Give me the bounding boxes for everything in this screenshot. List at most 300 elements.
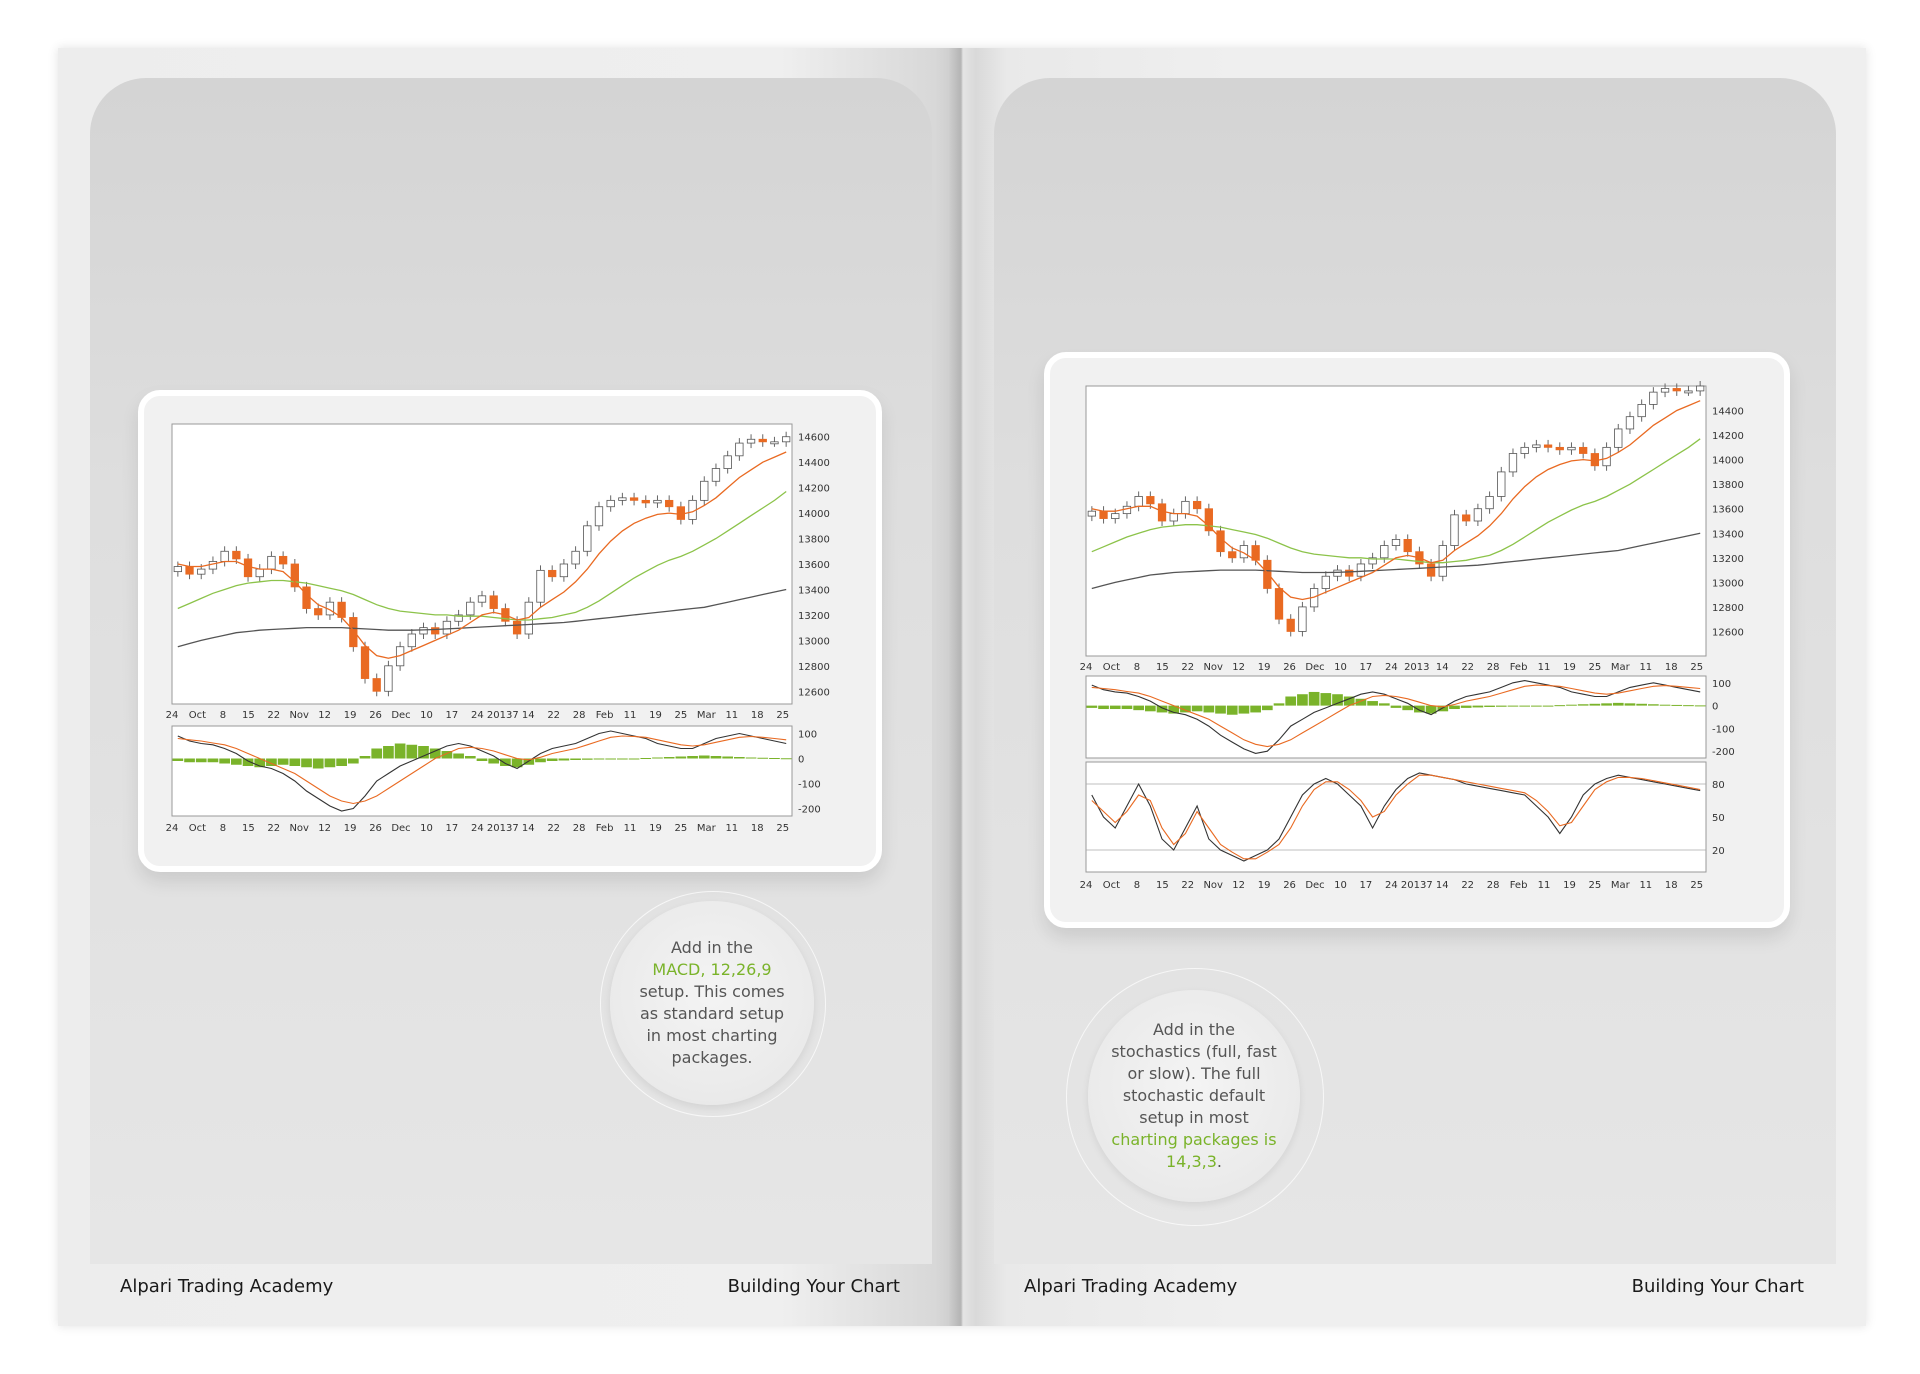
- price-tick-label: 13000: [1712, 578, 1744, 590]
- macd-histogram-bar: [547, 759, 558, 762]
- x-tick-label: 22: [1461, 662, 1475, 673]
- candle: [1088, 511, 1095, 516]
- macd-histogram-bar: [1391, 706, 1402, 708]
- macd-histogram-bar: [570, 759, 581, 761]
- stochastic-x-tick-label: 14: [1435, 880, 1449, 891]
- candle: [560, 564, 567, 577]
- candle: [303, 587, 310, 609]
- macd-tick-label: -200: [798, 804, 821, 816]
- candle: [513, 621, 520, 634]
- candle: [572, 551, 579, 564]
- macd-histogram-bar: [477, 759, 488, 762]
- macd-histogram-bar: [1648, 704, 1659, 705]
- candle: [361, 647, 368, 679]
- price-tick-label: 13600: [1712, 504, 1744, 516]
- macd-histogram-bar: [301, 759, 312, 768]
- candle: [1112, 514, 1119, 519]
- macd-histogram-bar: [313, 759, 324, 769]
- candle: [1533, 445, 1540, 447]
- macd-x-tick-label: 20137: [486, 823, 519, 834]
- candle: [256, 569, 263, 577]
- x-tick-label: 11: [1537, 662, 1551, 673]
- candle: [1486, 496, 1493, 508]
- candle: [584, 526, 591, 551]
- stochastic-x-tick-label: 28: [1486, 880, 1500, 891]
- left-footer-section: Building Your Chart: [727, 1276, 900, 1297]
- candle: [548, 570, 555, 576]
- candle: [1521, 447, 1528, 453]
- x-tick-label: 19: [1563, 662, 1576, 673]
- candle: [1650, 392, 1657, 404]
- macd-histogram-bar: [1239, 706, 1250, 714]
- stochastic-x-tick-label: 25: [1690, 880, 1704, 891]
- macd-histogram-bar: [208, 759, 219, 763]
- macd-tick-label: 0: [798, 754, 805, 766]
- candle: [1147, 496, 1154, 503]
- price-tick-label: 13800: [1712, 480, 1744, 492]
- candle: [1100, 511, 1107, 518]
- macd-histogram-bar: [488, 759, 499, 764]
- x-tick-label: 15: [241, 710, 255, 721]
- candle: [1158, 504, 1165, 521]
- right-callout-before: Add in the stochastics (full, fast or slow). The full stochastic default setup in most: [1111, 1020, 1277, 1127]
- macd-histogram-bar: [1473, 706, 1484, 708]
- macd-histogram-bar: [1320, 693, 1331, 706]
- price-tick-label: 14400: [798, 458, 830, 470]
- stochastic-x-tick-label: 26: [1283, 880, 1296, 891]
- candle: [244, 559, 251, 577]
- macd-histogram-bar: [1110, 706, 1121, 709]
- macd-histogram-bar: [535, 759, 546, 763]
- stochastic-x-tick-label: 18: [1664, 880, 1678, 891]
- macd-histogram-bar: [1484, 706, 1495, 707]
- candle: [1392, 539, 1399, 545]
- macd-histogram-bar: [184, 759, 195, 763]
- macd-x-tick-label: 11: [623, 823, 637, 834]
- candle: [1509, 454, 1516, 472]
- stochastic-x-tick-label: Oct: [1102, 880, 1121, 891]
- macd-x-tick-label: 25: [674, 823, 688, 834]
- candle: [279, 556, 286, 564]
- left-callout-after: setup. This comes as standard setup in most charting packages.: [639, 982, 785, 1067]
- macd-histogram-bar: [676, 757, 687, 759]
- candle: [1626, 417, 1633, 429]
- stochastic-x-tick-label: 22: [1461, 880, 1475, 891]
- stochastic-chart-card: [1044, 352, 1790, 928]
- macd-x-tick-label: 17: [445, 823, 459, 834]
- candle: [1544, 445, 1551, 447]
- macd-histogram-bar: [1683, 705, 1694, 706]
- x-tick-label: 24: [1079, 662, 1093, 673]
- x-tick-label: 22: [1181, 662, 1195, 673]
- candle: [630, 498, 637, 501]
- price-tick-label: 13400: [798, 585, 830, 597]
- x-tick-label: 18: [750, 710, 764, 721]
- macd-histogram-bar: [406, 745, 417, 759]
- x-tick-label: 14: [521, 710, 535, 721]
- candle: [595, 507, 602, 526]
- macd-histogram-bar: [1192, 706, 1203, 712]
- stochastic-x-tick-label: 22: [1181, 880, 1195, 891]
- candle: [186, 567, 193, 575]
- stochastic-x-tick-label: 19: [1563, 880, 1576, 891]
- price-tick-label: 12800: [1712, 602, 1744, 614]
- right-page: [962, 48, 1866, 1326]
- x-tick-label: 26: [1283, 662, 1296, 673]
- x-tick-label: Mar: [1610, 662, 1630, 673]
- macd-histogram-bar: [746, 758, 757, 759]
- right-callout-highlight: charting packages is 14,3,3: [1111, 1130, 1277, 1171]
- price-tick-label: 14600: [798, 432, 830, 444]
- stochastic-x-tick-label: 15: [1155, 880, 1169, 891]
- stochastic-tick-label: 80: [1712, 780, 1725, 791]
- candle: [314, 609, 321, 615]
- macd-histogram-bar: [1285, 697, 1296, 706]
- macd-histogram-bar: [652, 758, 663, 759]
- candle: [1205, 509, 1212, 531]
- price-tick-label: 13200: [798, 610, 830, 622]
- candle: [619, 498, 626, 501]
- candle: [233, 551, 240, 559]
- macd-histogram-bar: [1098, 706, 1109, 709]
- macd-histogram-bar: [1309, 692, 1320, 706]
- right-callout-bubble: [1088, 990, 1300, 1202]
- macd-x-tick-label: Oct: [188, 823, 207, 834]
- stochastic-chart: [1050, 358, 1784, 922]
- macd-chart-card: [138, 390, 882, 872]
- candle: [268, 556, 275, 569]
- x-tick-label: 11: [725, 710, 739, 721]
- candle: [420, 628, 427, 634]
- candle: [1123, 506, 1130, 513]
- x-tick-label: 25: [1690, 662, 1704, 673]
- candle: [1275, 589, 1282, 620]
- stochastic-x-tick-label: Dec: [1305, 880, 1325, 891]
- macd-histogram-bar: [1203, 706, 1214, 713]
- x-tick-label: 12: [1232, 662, 1246, 673]
- macd-tick-label: -200: [1712, 747, 1735, 759]
- x-tick-label: Feb: [1509, 662, 1528, 673]
- macd-histogram-bar: [1625, 703, 1636, 705]
- left-callout-text: [632, 937, 792, 1069]
- x-tick-label: 11: [1639, 662, 1653, 673]
- candle: [607, 500, 614, 506]
- x-tick-label: 20137: [486, 710, 519, 721]
- left-callout-bubble: [610, 901, 814, 1105]
- left-callout-before: Add in the: [671, 938, 753, 957]
- macd-histogram-bar: [360, 756, 371, 759]
- macd-histogram-bar: [1601, 703, 1612, 705]
- macd-histogram-bar: [1402, 706, 1413, 711]
- macd-histogram-bar: [1145, 706, 1156, 712]
- macd-x-tick-label: 19: [343, 823, 357, 834]
- candle: [443, 621, 450, 634]
- price-tick-label: 13600: [798, 560, 830, 571]
- candle: [1404, 539, 1411, 551]
- macd-histogram-bar: [418, 746, 429, 759]
- macd-x-tick-label: 10: [420, 823, 433, 834]
- candle: [1427, 564, 1434, 576]
- macd-histogram-bar: [699, 756, 710, 759]
- macd-histogram-bar: [1543, 706, 1554, 707]
- x-tick-label: 25: [674, 710, 688, 721]
- price-tick-label: 13000: [798, 636, 830, 648]
- macd-panel-frame: [172, 726, 792, 816]
- candle: [1345, 570, 1352, 576]
- macd-histogram-bar: [1590, 704, 1601, 706]
- macd-histogram-bar: [1660, 705, 1671, 706]
- stochastic-x-tick-label: 24: [1384, 880, 1398, 891]
- macd-histogram-bar: [453, 754, 464, 759]
- candle: [1334, 570, 1341, 576]
- stochastic-x-tick-label: 19: [1257, 880, 1271, 891]
- x-tick-label: Feb: [595, 710, 614, 721]
- stochastic-tick-label: 50: [1712, 813, 1725, 824]
- macd-histogram-bar: [1087, 706, 1098, 708]
- stochastic-x-tick-label: Nov: [1203, 880, 1223, 891]
- candle: [1322, 576, 1329, 588]
- x-tick-label: 25: [776, 710, 790, 721]
- macd-x-tick-label: 24: [165, 823, 179, 834]
- price-tick-label: 12600: [1712, 627, 1744, 639]
- macd-histogram-bar: [1671, 705, 1682, 706]
- x-tick-label: Oct: [1102, 662, 1121, 673]
- price-tick-label: 14200: [798, 483, 830, 495]
- x-tick-label: 26: [369, 710, 382, 721]
- x-tick-label: 19: [343, 710, 357, 721]
- x-tick-label: Dec: [1305, 662, 1325, 673]
- macd-x-tick-label: 12: [318, 823, 332, 834]
- right-footer-section: Building Your Chart: [1631, 1276, 1804, 1297]
- macd-histogram-bar: [1297, 694, 1308, 705]
- macd-histogram-bar: [231, 759, 242, 765]
- candle: [1193, 501, 1200, 508]
- stochastic-x-tick-label: 20137: [1400, 880, 1433, 891]
- candle: [1579, 447, 1586, 453]
- macd-x-tick-label: 26: [369, 823, 382, 834]
- candle: [1556, 447, 1563, 449]
- stochastic-x-tick-label: Feb: [1509, 880, 1528, 891]
- candle: [373, 679, 380, 692]
- book-spine: [948, 48, 976, 1326]
- x-tick-label: 8: [219, 710, 227, 721]
- right-callout-text: [1109, 1019, 1279, 1173]
- candle: [1661, 388, 1668, 392]
- price-tick-label: 12800: [798, 661, 830, 673]
- candle: [478, 596, 485, 602]
- candle: [654, 500, 661, 503]
- macd-panel-frame: [1086, 676, 1706, 758]
- stochastic-x-tick-label: 12: [1232, 880, 1246, 891]
- candle: [701, 481, 708, 500]
- macd-histogram-bar: [1508, 706, 1519, 707]
- macd-histogram-bar: [617, 759, 628, 760]
- macd-histogram-bar: [1215, 706, 1226, 714]
- macd-histogram-bar: [1636, 704, 1647, 706]
- candle: [350, 617, 357, 646]
- price-tick-label: 12600: [798, 687, 830, 699]
- price-tick-label: 13200: [1712, 553, 1744, 565]
- stochastic-panel-frame: [1086, 762, 1706, 872]
- macd-histogram-bar: [1250, 706, 1261, 713]
- stochastic-x-tick-label: 11: [1639, 880, 1653, 891]
- macd-x-tick-label: 18: [750, 823, 764, 834]
- candle: [467, 602, 474, 615]
- candle: [1591, 454, 1598, 466]
- price-tick-label: 13400: [1712, 529, 1744, 541]
- x-tick-label: 12: [318, 710, 332, 721]
- macd-histogram-bar: [173, 759, 184, 762]
- candle: [1568, 447, 1575, 449]
- candle: [1451, 515, 1458, 546]
- candle: [174, 567, 181, 572]
- candle: [1673, 388, 1680, 390]
- candle: [291, 564, 298, 587]
- x-tick-label: 24: [1384, 662, 1398, 673]
- x-tick-label: 25: [1588, 662, 1602, 673]
- x-tick-label: 19: [649, 710, 662, 721]
- stochastic-x-tick-label: 17: [1359, 880, 1373, 891]
- macd-histogram-bar: [781, 758, 792, 759]
- x-tick-label: 11: [623, 710, 637, 721]
- macd-chart: [144, 396, 876, 866]
- candle: [677, 507, 684, 520]
- macd-histogram-bar: [1613, 703, 1624, 706]
- price-tick-label: 14200: [1712, 431, 1744, 443]
- macd-histogram-bar: [629, 759, 640, 760]
- macd-histogram-bar: [1566, 705, 1577, 706]
- left-page: [58, 48, 962, 1326]
- macd-tick-label: 0: [1712, 701, 1719, 713]
- candle: [1615, 429, 1622, 447]
- macd-histogram-bar: [1554, 705, 1565, 706]
- x-tick-label: 10: [1334, 662, 1347, 673]
- macd-histogram-bar: [757, 758, 768, 759]
- macd-x-tick-label: Feb: [595, 823, 614, 834]
- candle: [1357, 564, 1364, 576]
- macd-x-tick-label: 11: [725, 823, 739, 834]
- macd-x-tick-label: 8: [219, 823, 227, 834]
- price-tick-label: 13800: [798, 534, 830, 546]
- stochastic-tick-label: 20: [1712, 846, 1725, 857]
- macd-x-tick-label: Dec: [391, 823, 411, 834]
- candle: [1264, 560, 1271, 588]
- candle: [642, 500, 649, 503]
- price-tick-label: 14000: [798, 509, 830, 521]
- candle: [1287, 619, 1294, 631]
- x-tick-label: 15: [1155, 662, 1169, 673]
- x-tick-label: 22: [267, 710, 281, 721]
- x-tick-label: 19: [1257, 662, 1271, 673]
- candle: [1299, 607, 1306, 632]
- macd-histogram-bar: [219, 759, 230, 764]
- price-panel-frame: [172, 424, 792, 704]
- macd-histogram-bar: [1332, 694, 1343, 705]
- macd-tick-label: 100: [1712, 678, 1732, 690]
- candle: [724, 456, 731, 469]
- macd-histogram-bar: [1227, 706, 1238, 715]
- candle: [1498, 472, 1505, 497]
- price-tick-label: 14000: [1712, 455, 1744, 467]
- macd-histogram-bar: [1449, 706, 1460, 709]
- macd-x-tick-label: 22: [547, 823, 561, 834]
- candle: [1462, 515, 1469, 521]
- macd-histogram-bar: [687, 756, 698, 759]
- x-tick-label: 14: [1435, 662, 1449, 673]
- x-tick-label: Dec: [391, 710, 411, 721]
- macd-tick-label: -100: [798, 779, 821, 791]
- candle: [490, 596, 497, 609]
- candle: [771, 442, 778, 444]
- x-tick-label: 24: [470, 710, 484, 721]
- candle: [712, 469, 719, 482]
- macd-histogram-bar: [278, 759, 289, 765]
- stochastic-x-tick-label: 8: [1133, 880, 1141, 891]
- x-tick-label: 28: [1486, 662, 1500, 673]
- macd-histogram-bar: [1496, 706, 1507, 707]
- macd-x-tick-label: Mar: [696, 823, 716, 834]
- macd-x-tick-label: 14: [521, 823, 535, 834]
- macd-histogram-bar: [371, 749, 382, 759]
- x-tick-label: 2013: [1404, 662, 1430, 673]
- macd-histogram-bar: [1133, 706, 1144, 711]
- candle: [1182, 501, 1189, 513]
- macd-histogram-bar: [336, 759, 347, 767]
- macd-histogram-bar: [325, 759, 336, 768]
- candle: [537, 570, 544, 602]
- candle: [209, 561, 216, 569]
- x-tick-label: 18: [1664, 662, 1678, 673]
- macd-histogram-bar: [196, 759, 207, 763]
- price-tick-label: 14400: [1712, 406, 1744, 418]
- candle: [385, 666, 392, 691]
- candle: [1170, 514, 1177, 521]
- stochastic-x-tick-label: Mar: [1610, 880, 1630, 891]
- x-tick-label: 17: [1359, 662, 1373, 673]
- candle: [759, 439, 766, 442]
- macd-histogram-bar: [1274, 703, 1285, 705]
- candle: [1685, 391, 1692, 393]
- price-panel-frame: [1086, 386, 1706, 656]
- macd-histogram-bar: [734, 757, 745, 759]
- macd-histogram-bar: [1367, 701, 1378, 706]
- candle: [1228, 552, 1235, 558]
- macd-histogram-bar: [1262, 706, 1273, 711]
- macd-histogram-bar: [711, 756, 722, 759]
- macd-histogram-bar: [383, 746, 394, 759]
- macd-histogram-bar: [1695, 705, 1706, 706]
- candle: [782, 437, 789, 442]
- candle: [1696, 386, 1703, 391]
- x-tick-label: 10: [420, 710, 433, 721]
- right-callout-after: .: [1216, 1152, 1222, 1171]
- x-tick-label: Nov: [1203, 662, 1223, 673]
- macd-histogram-bar: [1461, 706, 1472, 708]
- x-tick-label: 22: [547, 710, 561, 721]
- macd-histogram-bar: [395, 744, 406, 759]
- right-footer-title: Alpari Trading Academy: [1024, 1276, 1238, 1297]
- candle: [221, 551, 228, 561]
- candle: [1638, 404, 1645, 416]
- macd-x-tick-label: 28: [572, 823, 586, 834]
- x-tick-label: 8: [1133, 662, 1141, 673]
- macd-histogram-bar: [664, 757, 675, 759]
- macd-histogram-bar: [348, 759, 359, 764]
- macd-tick-label: -100: [1712, 724, 1735, 736]
- x-tick-label: 28: [572, 710, 586, 721]
- stochastic-x-tick-label: 25: [1588, 880, 1602, 891]
- macd-x-tick-label: 22: [267, 823, 281, 834]
